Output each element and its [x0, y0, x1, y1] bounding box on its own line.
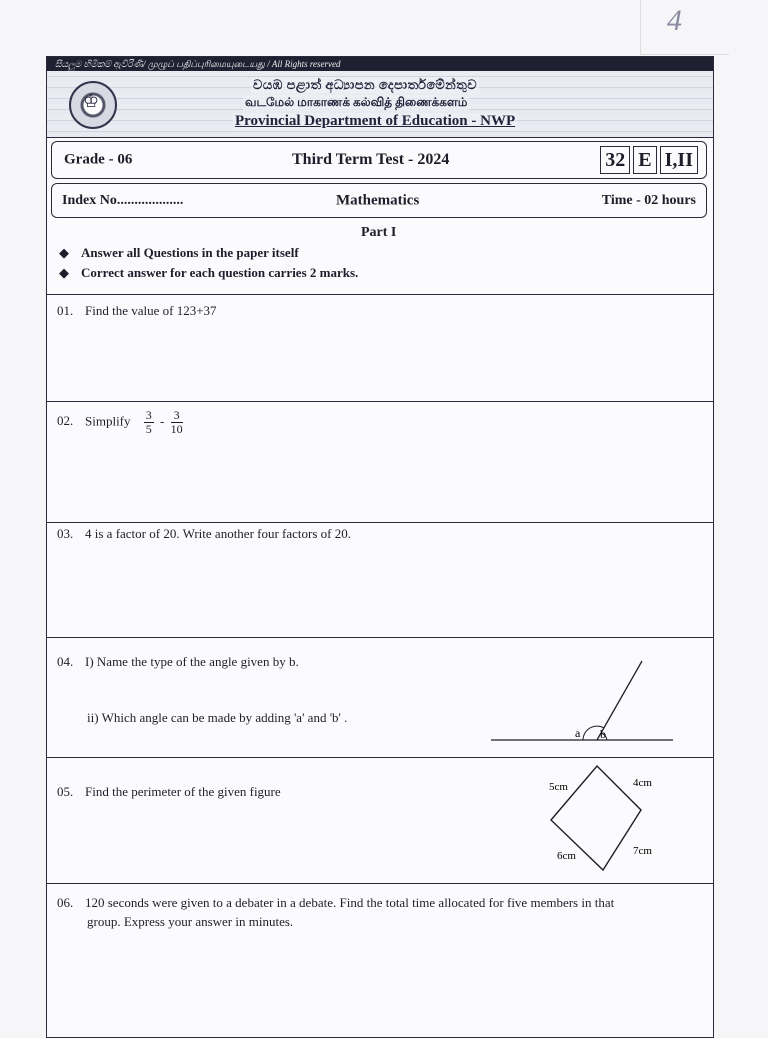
denominator: 10 [170, 422, 183, 436]
fraction-2 [171, 409, 183, 436]
angle-diagram [487, 657, 687, 747]
question-6 [57, 895, 614, 911]
divider [47, 883, 713, 884]
bullet-icon: ◆ [59, 245, 69, 260]
part-heading: Part I [361, 225, 397, 240]
angle-label-b: b [600, 727, 606, 741]
numerator: 3 [171, 409, 183, 423]
paper-code-medium: E [633, 146, 656, 174]
question-text: Simplify [85, 413, 131, 429]
question-number: 06. [57, 895, 74, 910]
side-label: 7cm [633, 845, 652, 857]
instruction-text: Answer all Questions in the paper itself [81, 245, 299, 260]
divider [47, 294, 713, 295]
question-number: 05. [57, 784, 74, 799]
question-text: 4 is a factor of 20. Write another four factors of 20. [85, 526, 352, 541]
exam-paper [46, 56, 714, 1038]
question-3 [57, 526, 351, 542]
time-allowed: Time - 02 hours [601, 192, 696, 208]
question-2 [57, 409, 186, 436]
english-department-name: Provincial Department of Education - NWP [235, 113, 516, 129]
rights-notice: සියලුම හිමිකම් ඇවිරිණි/ முழுப் பதிப்புரிமையுடையது / All Rights reserved [47, 57, 713, 71]
exam-title: Third Term Test - 2024 [292, 151, 450, 168]
tamil-department-name: வடமேல் மாகாணக் கல்வித் திணைக்களம் [245, 95, 468, 109]
question-text: Find the perimeter of the given figure [85, 784, 281, 799]
bullet-icon: ◆ [59, 265, 69, 280]
instruction-item [59, 265, 358, 281]
crest-logo-icon [69, 81, 117, 129]
side-label: 6cm [557, 850, 576, 862]
divider [47, 637, 713, 638]
question-text: 120 seconds were given to a debater in a debate. Find the total time allocated for five members in that [85, 895, 615, 910]
question-number: 01. [57, 303, 74, 318]
grade-label: Grade - 06 [64, 151, 133, 168]
question-6-continued: group. Express your answer in minutes. [87, 914, 294, 929]
denominator: 5 [145, 422, 152, 436]
numerator: 3 [145, 408, 152, 422]
instruction-item [59, 245, 299, 261]
side-label: 4cm [633, 777, 652, 789]
page-number: 4 [667, 4, 682, 37]
index-number-field: Index No................... [62, 192, 184, 208]
question-1 [57, 303, 217, 319]
exam-info-row [51, 183, 707, 218]
paper-code-parts: I,II [660, 146, 698, 174]
divider [47, 401, 713, 402]
angle-label-a: a [575, 726, 581, 740]
question-text: I) Name the type of the angle given by b. [85, 654, 299, 669]
department-banner [47, 71, 713, 138]
question-number: 03. [57, 526, 74, 541]
question-5 [57, 784, 281, 800]
subject-label: Mathematics [336, 192, 420, 208]
paper-code-number: 32 [600, 146, 630, 174]
page-number-mark [640, 0, 729, 55]
question-4-part-i [57, 654, 299, 670]
question-4-part-ii: ii) Which angle can be made by adding 'a' and 'b' . [87, 710, 348, 725]
side-label: 5cm [549, 781, 568, 793]
paper-code [597, 146, 698, 174]
question-number: 04. [57, 654, 74, 669]
fraction-1 [144, 409, 154, 436]
quadrilateral-figure [537, 762, 677, 877]
question-number: 02. [57, 413, 74, 429]
question-text: Find the value of 123+37 [85, 303, 217, 318]
sinhala-department-name: වයඹ පළාත් අධ්‍යාපන දෙපාර්තමේන්තුව [253, 77, 478, 92]
minus-operator: - [160, 413, 165, 429]
exam-title-row [51, 141, 707, 179]
divider [47, 757, 713, 758]
instruction-text: Correct answer for each question carries 2 marks. [81, 265, 359, 280]
divider [47, 522, 713, 523]
